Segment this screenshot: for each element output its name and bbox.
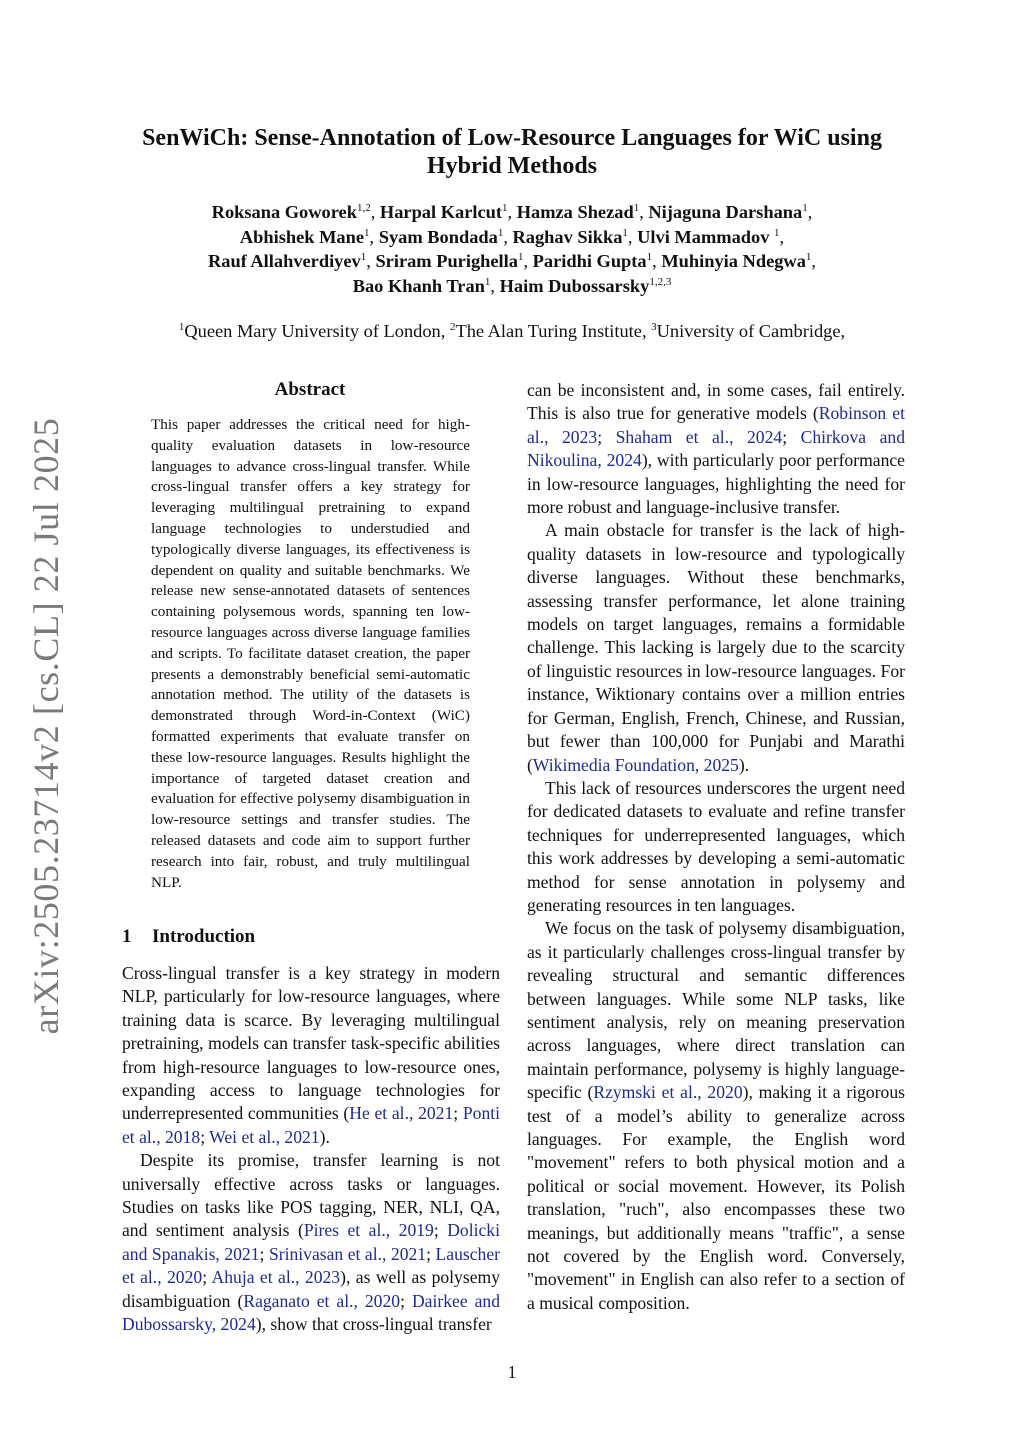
citation-link[interactable]: Ponti et al., 2018 (122, 1103, 501, 1147)
body-text: ; (202, 1267, 212, 1288)
body-text: Despite its promise, transfer learning is not universally effective across tasks or languages. Studies on tasks like POS tagging, NER, NLI, QA, and sentiment analysis ( (122, 1150, 500, 1241)
body-text: We focus on the task of polysemy disambiguation, as it particularly challenges cross-lingual transfer by revealing structural and semantic differences between languages. While some NLP tasks, like sentiment analysis, rely on meaning preservation across languages, where direct translation can maintain performance, polysemy is highly language-specific ( (527, 918, 905, 1103)
citation-link[interactable]: Robinson et al., 2023 (527, 403, 905, 447)
arxiv-id: arXiv:2505.23714v2 [cs.CL] 22 Jul 2025 (26, 417, 66, 1035)
author-affil-sup: 1 (802, 201, 808, 214)
author-name: Harpal Karlcut (379, 202, 502, 222)
body-text: A main obstacle for transfer is the lack of high-quality datasets in low-resource and typologically diverse languages. Without these benchmarks, assessing transfer performance, let alone training models on target languages, remains a formidable challenge. This lacking is largely due to the scarcity of linguistic resources in low-resource languages. For instance, Wiktionary contains over a million entries for German, English, French, Chinese, and Russian, but fewer than 100,000 for Punjabi and Marathi ( (527, 520, 905, 775)
affil-sup: 3 (651, 320, 657, 333)
author-affil-sup: 1 (502, 201, 508, 214)
author-name: Raghav Sikka (512, 226, 623, 247)
body-text: ). (738, 754, 750, 775)
author-affil-sup: 1 (633, 201, 640, 214)
author-separator: , (369, 226, 379, 247)
author-name: Hamza Shezad (516, 202, 634, 222)
author-name: Syam Bondada (378, 226, 498, 247)
citation-link[interactable]: Rzymski et al., 2020 (593, 1082, 743, 1103)
author-name: Muhinyia Ndegwa (661, 251, 806, 272)
citation-link[interactable]: Chirkova and Nikoulina, 2024 (527, 426, 905, 471)
page-number: 1 (507, 1362, 517, 1382)
author-affil-sup: 1,2,3 (649, 275, 672, 288)
body-paragraph (527, 777, 905, 917)
body-paragraph (527, 519, 905, 776)
author-name: Abhishek Mane (239, 226, 365, 247)
body-text: ; (597, 426, 616, 447)
author-separator: , (652, 251, 662, 272)
paper-title: SenWiCh: Sense-Annotation of Low-Resource Languages for WiC using Hybrid Methods (142, 125, 882, 179)
author-separator: , (366, 251, 376, 272)
body-text: ; (433, 1220, 448, 1241)
body-text: ; (426, 1243, 436, 1264)
body-paragraph (527, 379, 905, 519)
body-text: ; (400, 1290, 412, 1311)
citation-link[interactable]: Wikimedia Foundation, 2025 (532, 754, 739, 775)
author-name: Ulvi Mammadov (637, 226, 770, 247)
body-text: ; (259, 1243, 269, 1264)
author-affil-sup: 1 (484, 275, 491, 288)
body-text: ), making it a rigorous test of a model’s ability to generalize across languages. For example, the English word "movement" refers to both physical motion and a political or social movement. However, its Polish translation, "ruch", also encompasses these two meanings, but additionally means "traffic", a sense not covered by the English word. Conversely, "movement" in English can also refer to a section of a musical composition. (527, 1082, 905, 1313)
affil-separator: , (840, 321, 846, 341)
affiliation: Queen Mary University of London (184, 321, 441, 341)
body-text: ), with particularly poor performance in low-resource languages, highlighting the need for more robust and language-inclusive transfer. (527, 450, 905, 518)
body-text: ). (319, 1126, 330, 1147)
section-number: 1 (122, 926, 132, 947)
author-name: Bao Khanh Tran (352, 275, 485, 296)
author-separator: , (507, 202, 517, 222)
author-name: Roksana Goworek (211, 202, 357, 222)
body-text: ; (453, 1103, 463, 1124)
author-name: Haim Dubossarsky (499, 275, 650, 296)
body-paragraph (122, 1149, 500, 1336)
affil-sup: 2 (449, 320, 456, 333)
body-text: ; (200, 1126, 210, 1147)
author-affil-sup: 1 (360, 251, 367, 264)
body-column-right (527, 379, 905, 1315)
affil-separator: , (641, 321, 652, 341)
citation-link[interactable]: He et al., 2021 (349, 1103, 454, 1124)
author-separator: , (811, 251, 817, 272)
abstract-heading: Abstract (274, 379, 346, 400)
author-separator: , (779, 226, 785, 247)
citation-link[interactable]: Lauscher et al., 2020 (122, 1243, 500, 1288)
affiliation: University of Cambridge (656, 321, 841, 341)
author-separator: , (627, 226, 638, 247)
citation-link[interactable]: Srinivasan et al., 2021 (268, 1243, 427, 1264)
author-affil-sup: 1 (364, 226, 370, 239)
citation-link[interactable]: Ahuja et al., 2023 (211, 1267, 341, 1288)
section-title: Introduction (152, 926, 256, 947)
author-affil-sup: 1,2 (356, 201, 371, 214)
author-name: Rauf Allahverdiyev (207, 251, 361, 272)
citation-link[interactable]: Dolicki and Spanakis, 2021 (122, 1220, 500, 1264)
author-name: Paridhi Gupta (532, 251, 647, 272)
body-paragraph (122, 962, 500, 1149)
citation-link[interactable]: Dairkee and Dubossarsky, 2024 (122, 1290, 501, 1335)
body-text: ), as well as polysemy disambiguation ( (122, 1267, 500, 1311)
affil-sup: 1 (178, 320, 185, 333)
citation-link[interactable]: Wei et al., 2021 (209, 1126, 320, 1147)
author-separator: , (503, 226, 513, 247)
body-text: can be inconsistent and, in some cases, fail entirely. This is also true for generative models ( (527, 380, 905, 424)
author-separator: , (370, 202, 380, 222)
author-affil-sup: 1 (805, 251, 812, 264)
author-separator: , (807, 202, 813, 222)
arxiv-stamp (6, 417, 86, 1035)
citation-link[interactable]: Raganato et al., 2020 (243, 1290, 401, 1311)
author-affil-sup: 1 (497, 226, 504, 239)
affil-separator: , (440, 321, 450, 341)
body-text: This lack of resources underscores the urgent need for dedicated datasets to evaluate and refine transfer techniques for underrepresented languages, which this work addresses by developing a semi-automatic method for sense annotation in polysemy and generating resources in ten languages. (527, 777, 905, 915)
author-name: Nijaguna Darshana (648, 202, 803, 222)
author-separator: , (523, 251, 533, 272)
author-affil-sup: 1 (774, 226, 780, 239)
abstract-text: This paper addresses the critical need for high-quality evaluation datasets in low-resource languages to advance cross-lingual transfer. While cross-lingual transfer offers a key strategy for leveraging multilingual pretraining to expand language technologies to understudied and typologically diverse languages, its effectiveness is dependent on quality and suitable benchmarks. We release new sense-annotated datasets of sentences containing polysemous words, spanning ten low-resource languages across diverse language families and scripts. To facilitate dataset creation, the paper presents a demonstrably beneficial semi-automatic annotation method. The utility of the datasets is demonstrated through Word-in-Context (WiC) formatted experiments that evaluate transfer on these low-resource languages. Results highlight the importance of targeted dataset creation and evaluation for effective polysemy disambiguation in low-resource settings and transfer studies. The released datasets and code aim to support further research into fair, robust, and truly multilingual NLP. (151, 416, 470, 891)
section-heading (122, 925, 255, 949)
author-affil-sup: 1 (517, 251, 524, 264)
author-name: Sriram Purighella (375, 251, 518, 272)
citation-link[interactable]: Shaham et al., 2024 (615, 426, 783, 447)
citation-link[interactable]: Pires et al., 2019 (303, 1220, 434, 1241)
affiliation: The Alan Turing Institute (455, 321, 642, 341)
author-separator: , (490, 275, 500, 296)
body-text: ; (782, 426, 801, 447)
affiliations (112, 319, 912, 343)
author-separator: , (639, 202, 649, 222)
author-affil-sup: 1 (622, 226, 628, 239)
body-text: Cross-lingual transfer is a key strategy in modern NLP, particularly for low-resource languages, where training data is scarce. By leveraging multilingual pretraining, models can transfer task-specific abilities from high-resource languages to low-resource ones, expanding access to language technologies for underrepresented communities ( (122, 963, 500, 1124)
body-paragraph (527, 917, 905, 1315)
body-text: ), show that cross-lingual transfer (255, 1314, 492, 1335)
author-list (112, 200, 912, 298)
author-affil-sup: 1 (646, 251, 653, 264)
body-column-left (122, 962, 500, 1337)
